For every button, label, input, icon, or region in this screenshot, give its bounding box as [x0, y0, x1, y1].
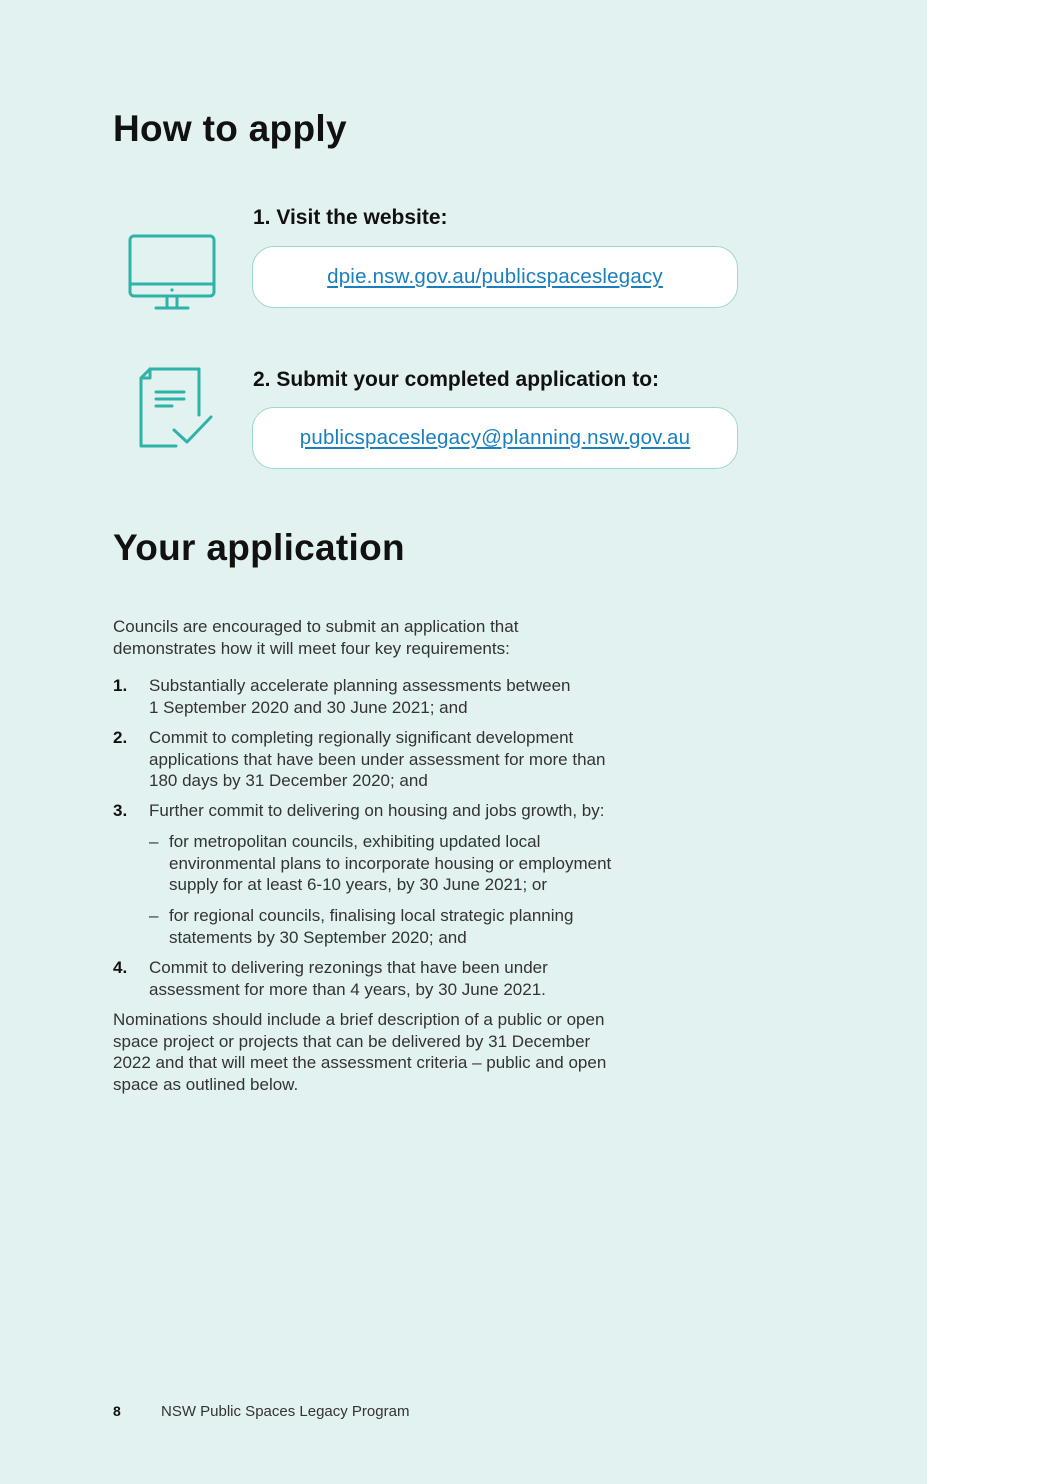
sub-list-line: supply for at least 6-10 years, by 30 June 2021; or	[169, 875, 548, 894]
list-line: 1 September 2020 and 30 June 2021; and	[149, 697, 468, 717]
sub-list-dash: –	[149, 906, 159, 925]
list-line: applications that have been under assessment for more than	[149, 749, 606, 769]
closing-paragraph	[113, 1009, 713, 1095]
list-number: 1.	[113, 676, 128, 695]
step2-title: 2. Submit your completed application to:	[253, 368, 660, 391]
list-line: Commit to completing regionally significant development	[149, 728, 574, 747]
list-line: Substantially accelerate planning assessments between	[149, 676, 571, 695]
intro-paragraph	[113, 616, 713, 659]
page-number: 8	[113, 1403, 121, 1419]
sub-list-line: statements by 30 September 2020; and	[169, 927, 467, 947]
list-number: 2.	[113, 728, 128, 747]
email-link-box	[252, 407, 738, 469]
list-line: assessment for more than 4 years, by 30 June 2021.	[149, 979, 546, 999]
closing-line: space project or projects that can be delivered by 31 December	[113, 1031, 591, 1051]
list-line: Further commit to delivering on housing and jobs growth, by:	[149, 801, 605, 820]
closing-line: Nominations should include a brief description of a public or open	[113, 1010, 605, 1029]
list-line: Commit to delivering rezonings that have been under	[149, 958, 548, 977]
document-check-icon	[138, 367, 216, 451]
computer-monitor-icon	[127, 234, 217, 312]
sub-list-line: for regional councils, finalising local strategic planning	[169, 906, 574, 925]
list-number: 4.	[113, 958, 128, 977]
your-application-heading: Your application	[113, 527, 405, 568]
how-to-apply-heading: How to apply	[113, 108, 347, 149]
sub-list-line: environmental plans to incorporate housing or employment	[169, 853, 612, 873]
website-link[interactable]: dpie.nsw.gov.au/publicspaceslegacy	[327, 265, 663, 288]
closing-line: 2022 and that will meet the assessment criteria – public and open	[113, 1053, 607, 1072]
sub-list-line: for metropolitan councils, exhibiting updated local	[169, 832, 541, 851]
intro-line: demonstrates how it will meet four key requirements:	[113, 638, 510, 658]
step1-title: 1. Visit the website:	[253, 206, 448, 229]
email-link[interactable]: publicspaceslegacy@planning.nsw.gov.au	[299, 426, 691, 449]
list-number: 3.	[113, 801, 128, 820]
closing-line: space as outlined below.	[113, 1074, 299, 1094]
intro-line: Councils are encouraged to submit an application that	[113, 617, 519, 636]
footer-title: NSW Public Spaces Legacy Program	[161, 1403, 410, 1420]
website-link-box	[252, 246, 738, 308]
sub-list-dash: –	[149, 832, 159, 851]
list-line: 180 days by 31 December 2020; and	[149, 771, 428, 790]
